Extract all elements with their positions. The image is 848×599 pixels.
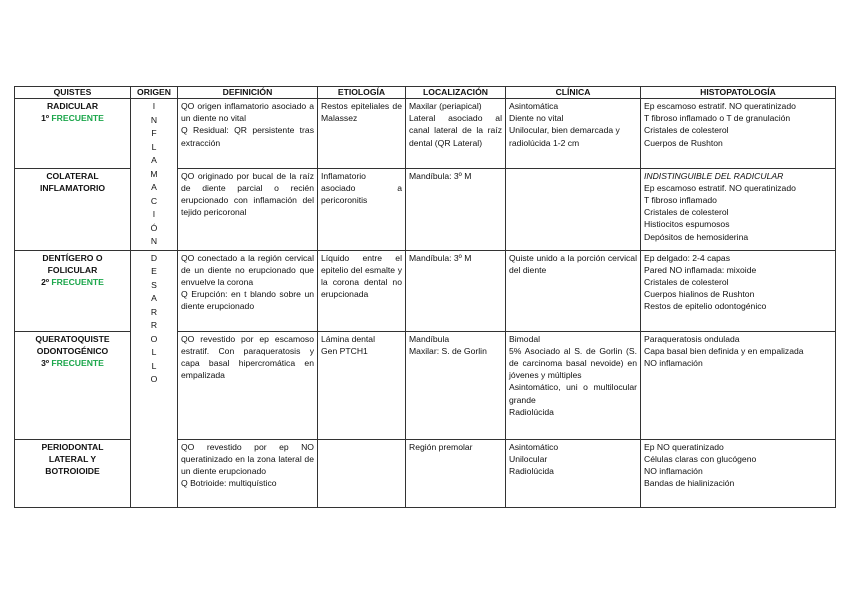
definicion-cell: [178, 331, 318, 439]
origin-letter: S: [151, 279, 157, 290]
origin-desarrollo: [131, 250, 178, 507]
histopatologia-cell: [641, 250, 836, 331]
cyst-name: COLATERAL: [46, 170, 99, 181]
clinica-cell: [506, 439, 641, 507]
cyst-name: INFLAMATORIO: [39, 182, 106, 193]
table-row: [15, 99, 836, 169]
cyst-name: DENTÍGERO O: [42, 252, 103, 263]
origin-inflamacion: [131, 99, 178, 251]
table-row: [15, 250, 836, 331]
histopatologia-cell: [641, 331, 836, 439]
etiologia-cell: [318, 331, 406, 439]
histopatologia-line: Ep escamoso estratif. NO queratinizado: [644, 101, 796, 111]
origin-letter: E: [151, 266, 157, 276]
localizacion-line: Maxilar: S. de Gorlin: [409, 345, 487, 356]
localizacion-line: Región premolar: [409, 441, 473, 452]
origin-letter: R: [150, 320, 158, 330]
clinica-cell: [506, 99, 641, 169]
origin-letter: I: [152, 101, 156, 111]
histopatologia-line: Paraqueratosis ondulada: [644, 333, 740, 344]
histopatologia-line: Cristales de colesterol: [644, 207, 729, 218]
definicion-line: QO revestido por ep NO queratinizado en la zona lateral de un diente erupcionado: [181, 441, 314, 476]
cyst-name-cell: [15, 99, 131, 169]
histopatologia-cell: [641, 168, 836, 250]
histopatologia-line: Células claras con glucógeno: [644, 453, 757, 464]
histopatologia-cell: [641, 439, 836, 507]
cyst-name-cell: [15, 439, 131, 507]
origin-letters: [151, 252, 158, 387]
rank-label: FRECUENTE: [51, 113, 104, 124]
origin-letter: F: [151, 128, 157, 138]
localizacion-cell: [406, 331, 506, 439]
etiologia-line: Gen PTCH1: [321, 345, 368, 356]
clinica-line: Unilocular, bien demarcada y radiolúcida 1-2 cm: [509, 125, 620, 148]
header-clinica: CLÍNICA: [506, 87, 641, 99]
header-localizacion: LOCALIZACIÓN: [406, 87, 506, 99]
origin-letter: C: [150, 195, 158, 206]
definicion-line: Q Botrioide: multiquístico: [181, 478, 277, 489]
header-etiologia: ETIOLOGÍA: [318, 87, 406, 99]
clinica-line: Bimodal: [509, 333, 541, 344]
histopatologia-line: NO inflamación: [644, 465, 703, 476]
histopatologia-line: Depósitos de hemosiderina: [644, 231, 749, 242]
histopatologia-line: Ep escamoso estratif. NO queratinizado: [644, 182, 796, 193]
header-histopatologia: HISTOPATOLOGÍA: [641, 87, 836, 99]
origin-letter: R: [150, 306, 158, 317]
histopatologia-line: Ep delgado: 2-4 capas: [644, 252, 731, 263]
histopatologia-note: INDISTINGUIBLE DEL RADICULAR: [644, 170, 784, 181]
cyst-name-cell: [15, 331, 131, 439]
definicion-cell: [178, 250, 318, 331]
localizacion-line: Mandíbula: 3º M: [409, 252, 472, 263]
cyst-name: BOTROIOIDE: [45, 465, 100, 476]
clinica-line: Radiolúcida: [509, 406, 554, 417]
origin-letter: L: [151, 141, 157, 152]
localizacion-cell: [406, 99, 506, 169]
etiologia-line: Restos epiteliales de Malassez: [321, 101, 402, 124]
definicion-line: QO conectado a la región cervical de un diente no erupcionado que envuelve la corona: [181, 252, 314, 287]
cyst-name: LATERAL Y: [48, 453, 97, 464]
origin-letter: Ó: [150, 222, 158, 233]
localizacion-cell: [406, 250, 506, 331]
definicion-cell: [178, 168, 318, 250]
histopatologia-line: Cristales de colesterol: [644, 125, 729, 136]
definicion-line: Q Erupción: en t blando sobre un diente erupcionado: [181, 289, 314, 312]
rank-label: FRECUENTE: [51, 276, 104, 287]
histopatologia-line: Cuerpos hialinos de Rushton: [644, 289, 755, 300]
clinica-line: 5% Asociado al S. de Gorlin (S. de carcinoma basal nevoide) en jóvenes y múltiples: [509, 345, 637, 381]
histopatologia-line: NO inflamación: [644, 357, 703, 368]
definicion-cell: [178, 99, 318, 169]
etiologia-cell: [318, 168, 406, 250]
definicion-line: QO revestido por ep escamoso estratif. Con paraqueratosis y capa basal hipercromática en empalizada: [181, 333, 314, 381]
origin-letter: L: [151, 360, 157, 371]
etiologia-cell: [318, 99, 406, 169]
clinica-cell: [506, 331, 641, 439]
definicion-line: Q Residual: QR persistente tras extracción: [181, 125, 314, 148]
origin-letter: L: [151, 347, 157, 357]
cyst-name: QUERATOQUISTE: [35, 333, 110, 344]
histopatologia-line: Histiocitos espumosos: [644, 219, 730, 230]
clinica-line: Diente no vital: [509, 113, 564, 124]
localizacion-cell: [406, 439, 506, 507]
histopatologia-line: Cristales de colesterol: [644, 276, 729, 287]
origin-letter: N: [150, 236, 158, 246]
origin-letter: O: [150, 374, 158, 384]
origin-letter: A: [151, 293, 157, 303]
frequency-rank: [18, 276, 127, 288]
etiologia-cell: [318, 439, 406, 507]
localizacion-line: Mandíbula: [409, 333, 450, 344]
localizacion-cell: [406, 168, 506, 250]
cyst-name: FOLICULAR: [47, 264, 98, 275]
cyst-name: RADICULAR: [46, 101, 99, 111]
rank-number: 2º: [41, 276, 49, 287]
rank-number: 1º: [41, 113, 49, 124]
header-row: [15, 87, 836, 99]
localizacion-line: Maxilar (periapical): [409, 101, 482, 111]
origin-letter: N: [150, 114, 158, 125]
origin-letter: O: [150, 333, 158, 344]
header-quistes: QUISTES: [15, 87, 131, 99]
header-definicion: DEFINICIÓN: [178, 87, 318, 99]
origin-letter: I: [152, 209, 156, 219]
clinica-cell: [506, 168, 641, 250]
histopatologia-line: Bandas de hialinización: [644, 478, 735, 489]
clinica-line: Radiolúcida: [509, 465, 554, 476]
origin-letters: [150, 100, 157, 249]
localizacion-line: Mandíbula: 3º M: [409, 170, 472, 181]
etiologia-line: Lámina dental: [321, 333, 375, 344]
origin-letter: M: [150, 168, 158, 179]
histopatologia-cell: [641, 99, 836, 169]
histopatologia-line: Pared NO inflamada: mixoide: [644, 264, 757, 275]
cyst-name: ODONTOGÉNICO: [36, 345, 109, 356]
histopatologia-line: Restos de epitelio odontogénico: [644, 301, 767, 312]
cysts-table: [14, 86, 836, 508]
origin-letter: D: [150, 252, 158, 263]
etiologia-cell: [318, 250, 406, 331]
origin-letter: A: [151, 182, 157, 192]
rank-number: 3º: [41, 357, 49, 368]
etiologia-line: Líquido entre el epitelio del esmalte y la corona dental no erupcionada: [321, 252, 402, 300]
definicion-line: QO origen inflamatorio asociado a un diente no vital: [181, 101, 314, 124]
origin-letter: A: [151, 155, 157, 165]
clinica-line: Asintomático: [509, 441, 559, 452]
definicion-line: QO originado por bucal de la raíz de diente parcial o recién erupcionado con inflamación del tejido pericoronal: [181, 170, 314, 218]
frequency-rank: [18, 112, 127, 124]
clinica-line: Asintomática: [509, 101, 559, 111]
histopatologia-line: Ep NO queratinizado: [644, 441, 724, 452]
frequency-rank: [18, 357, 127, 369]
clinica-line: Quiste unido a la porción cervical del diente: [509, 252, 637, 275]
histopatologia-line: T fibroso inflamado: [644, 195, 717, 205]
definicion-cell: [178, 439, 318, 507]
cyst-name: PERIODONTAL: [41, 441, 104, 452]
clinica-line: Unilocular: [509, 453, 548, 464]
etiologia-line: Inflamatorio asociado a pericoronitis: [321, 170, 402, 205]
histopatologia-line: Capa basal bien definida y en empalizada: [644, 345, 804, 356]
clinica-cell: [506, 250, 641, 331]
header-origen: ORIGEN: [131, 87, 178, 99]
localizacion-line: Lateral asociado al canal lateral de la raíz dental (QR Lateral): [409, 113, 502, 148]
histopatologia-line: Cuerpos de Rushton: [644, 137, 723, 148]
histopatologia-line: T fibroso inflamado o T de granulación: [644, 113, 791, 124]
rank-label: FRECUENTE: [51, 357, 104, 368]
cyst-name-cell: [15, 168, 131, 250]
cyst-name-cell: [15, 250, 131, 331]
clinica-line: Asintomático, uni o multilocular grande: [509, 382, 637, 405]
